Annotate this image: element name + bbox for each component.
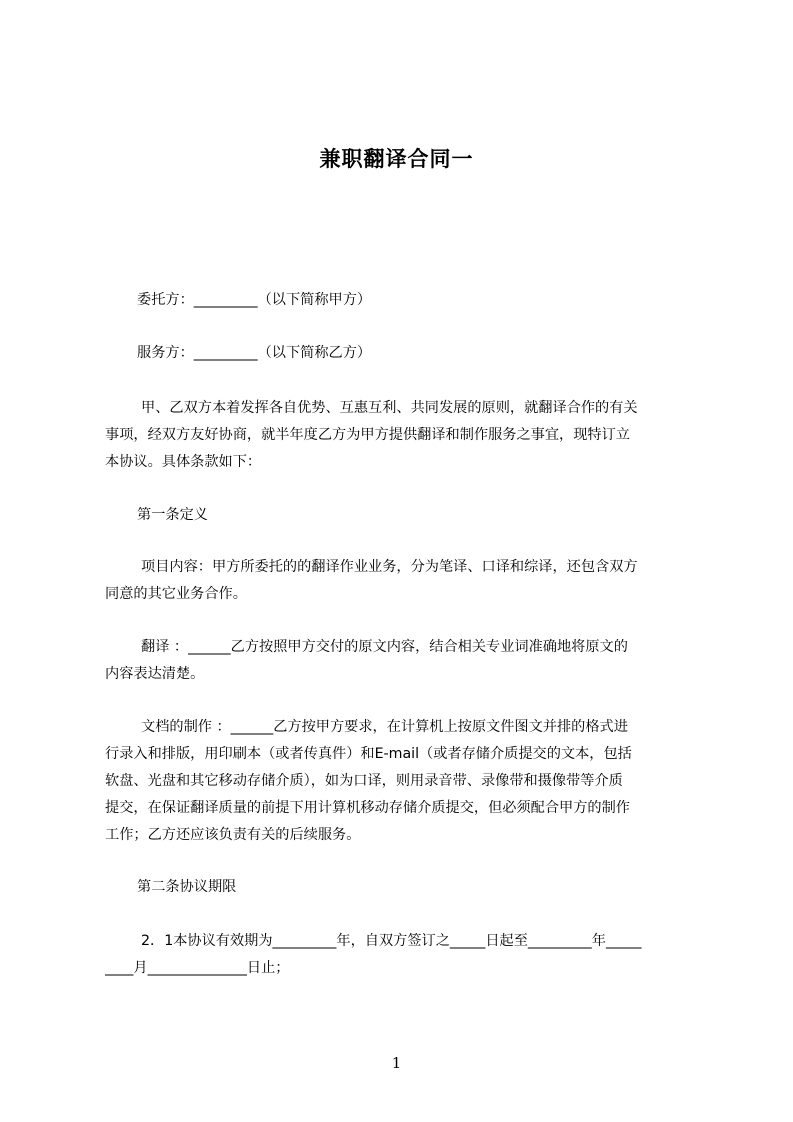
page-number: 1 <box>391 1054 402 1072</box>
paragraph-line: 翻译 ：______乙方按照甲方交付的原文内容，结合相关专业词准确地将原文的 <box>141 639 628 655</box>
article-2-heading: 第二条协议期限 <box>137 879 237 895</box>
translation-definition-paragraph <box>105 634 703 688</box>
party-b-line: 服务方：_________（以下简称乙方） <box>137 345 372 361</box>
paragraph-line: 内容表达清楚。 <box>105 666 205 682</box>
party-a-line: 委托方：_________（以下简称甲方） <box>137 292 372 308</box>
paragraph-line: 本协议。具体条款如下： <box>105 454 262 470</box>
paragraph-line: 软盘、光盘和其它移动存储介质），如为口译，则用录音带、录像带和摄像带等介质 <box>105 773 623 789</box>
article-1-heading: 第一条定义 <box>137 507 208 523</box>
paragraph-line: 提交，在保证翻译质量的前提下用计算机移动存储介质提交，但必须配合甲方的制作 <box>105 800 630 816</box>
paragraph-line: 行录入和排版，用印刷本（或者传真件）和E-mail（或者存储介质提交的文本，包括 <box>105 746 632 762</box>
paragraph-line: 项目内容：甲方所委托的的翻译作业业务，分为笔译、口译和综译，还包含双方 <box>141 559 638 575</box>
document-title: 兼职翻译合同一 <box>319 147 474 171</box>
paragraph-line: 2．1本协议有效期为_________年，自双方签订之_____日起至_________年_____ <box>141 933 642 949</box>
paragraph-line: ____月______________日止； <box>105 960 290 976</box>
paragraph-line: 事项，经双方友好协商，就半年度乙方为甲方提供翻译和制作服务之事宜，现特订立 <box>105 427 630 443</box>
clause-2-1-paragraph <box>105 928 703 982</box>
project-content-paragraph <box>105 554 703 608</box>
paragraph-line: 工作；乙方还应该负责有关的后续服务。 <box>105 827 361 843</box>
paragraph-line: 同意的其它业务合作。 <box>105 586 247 602</box>
intro-paragraph <box>105 395 703 476</box>
document-production-paragraph <box>105 714 703 849</box>
paragraph-line: 文档的制作 ：______乙方按甲方要求，在计算机上按原文件图文并排的格式进 <box>141 719 628 735</box>
paragraph-line: 甲、乙双方本着发挥各自优势、互惠互利、共同发展的原则，就翻译合作的有关 <box>141 400 638 416</box>
